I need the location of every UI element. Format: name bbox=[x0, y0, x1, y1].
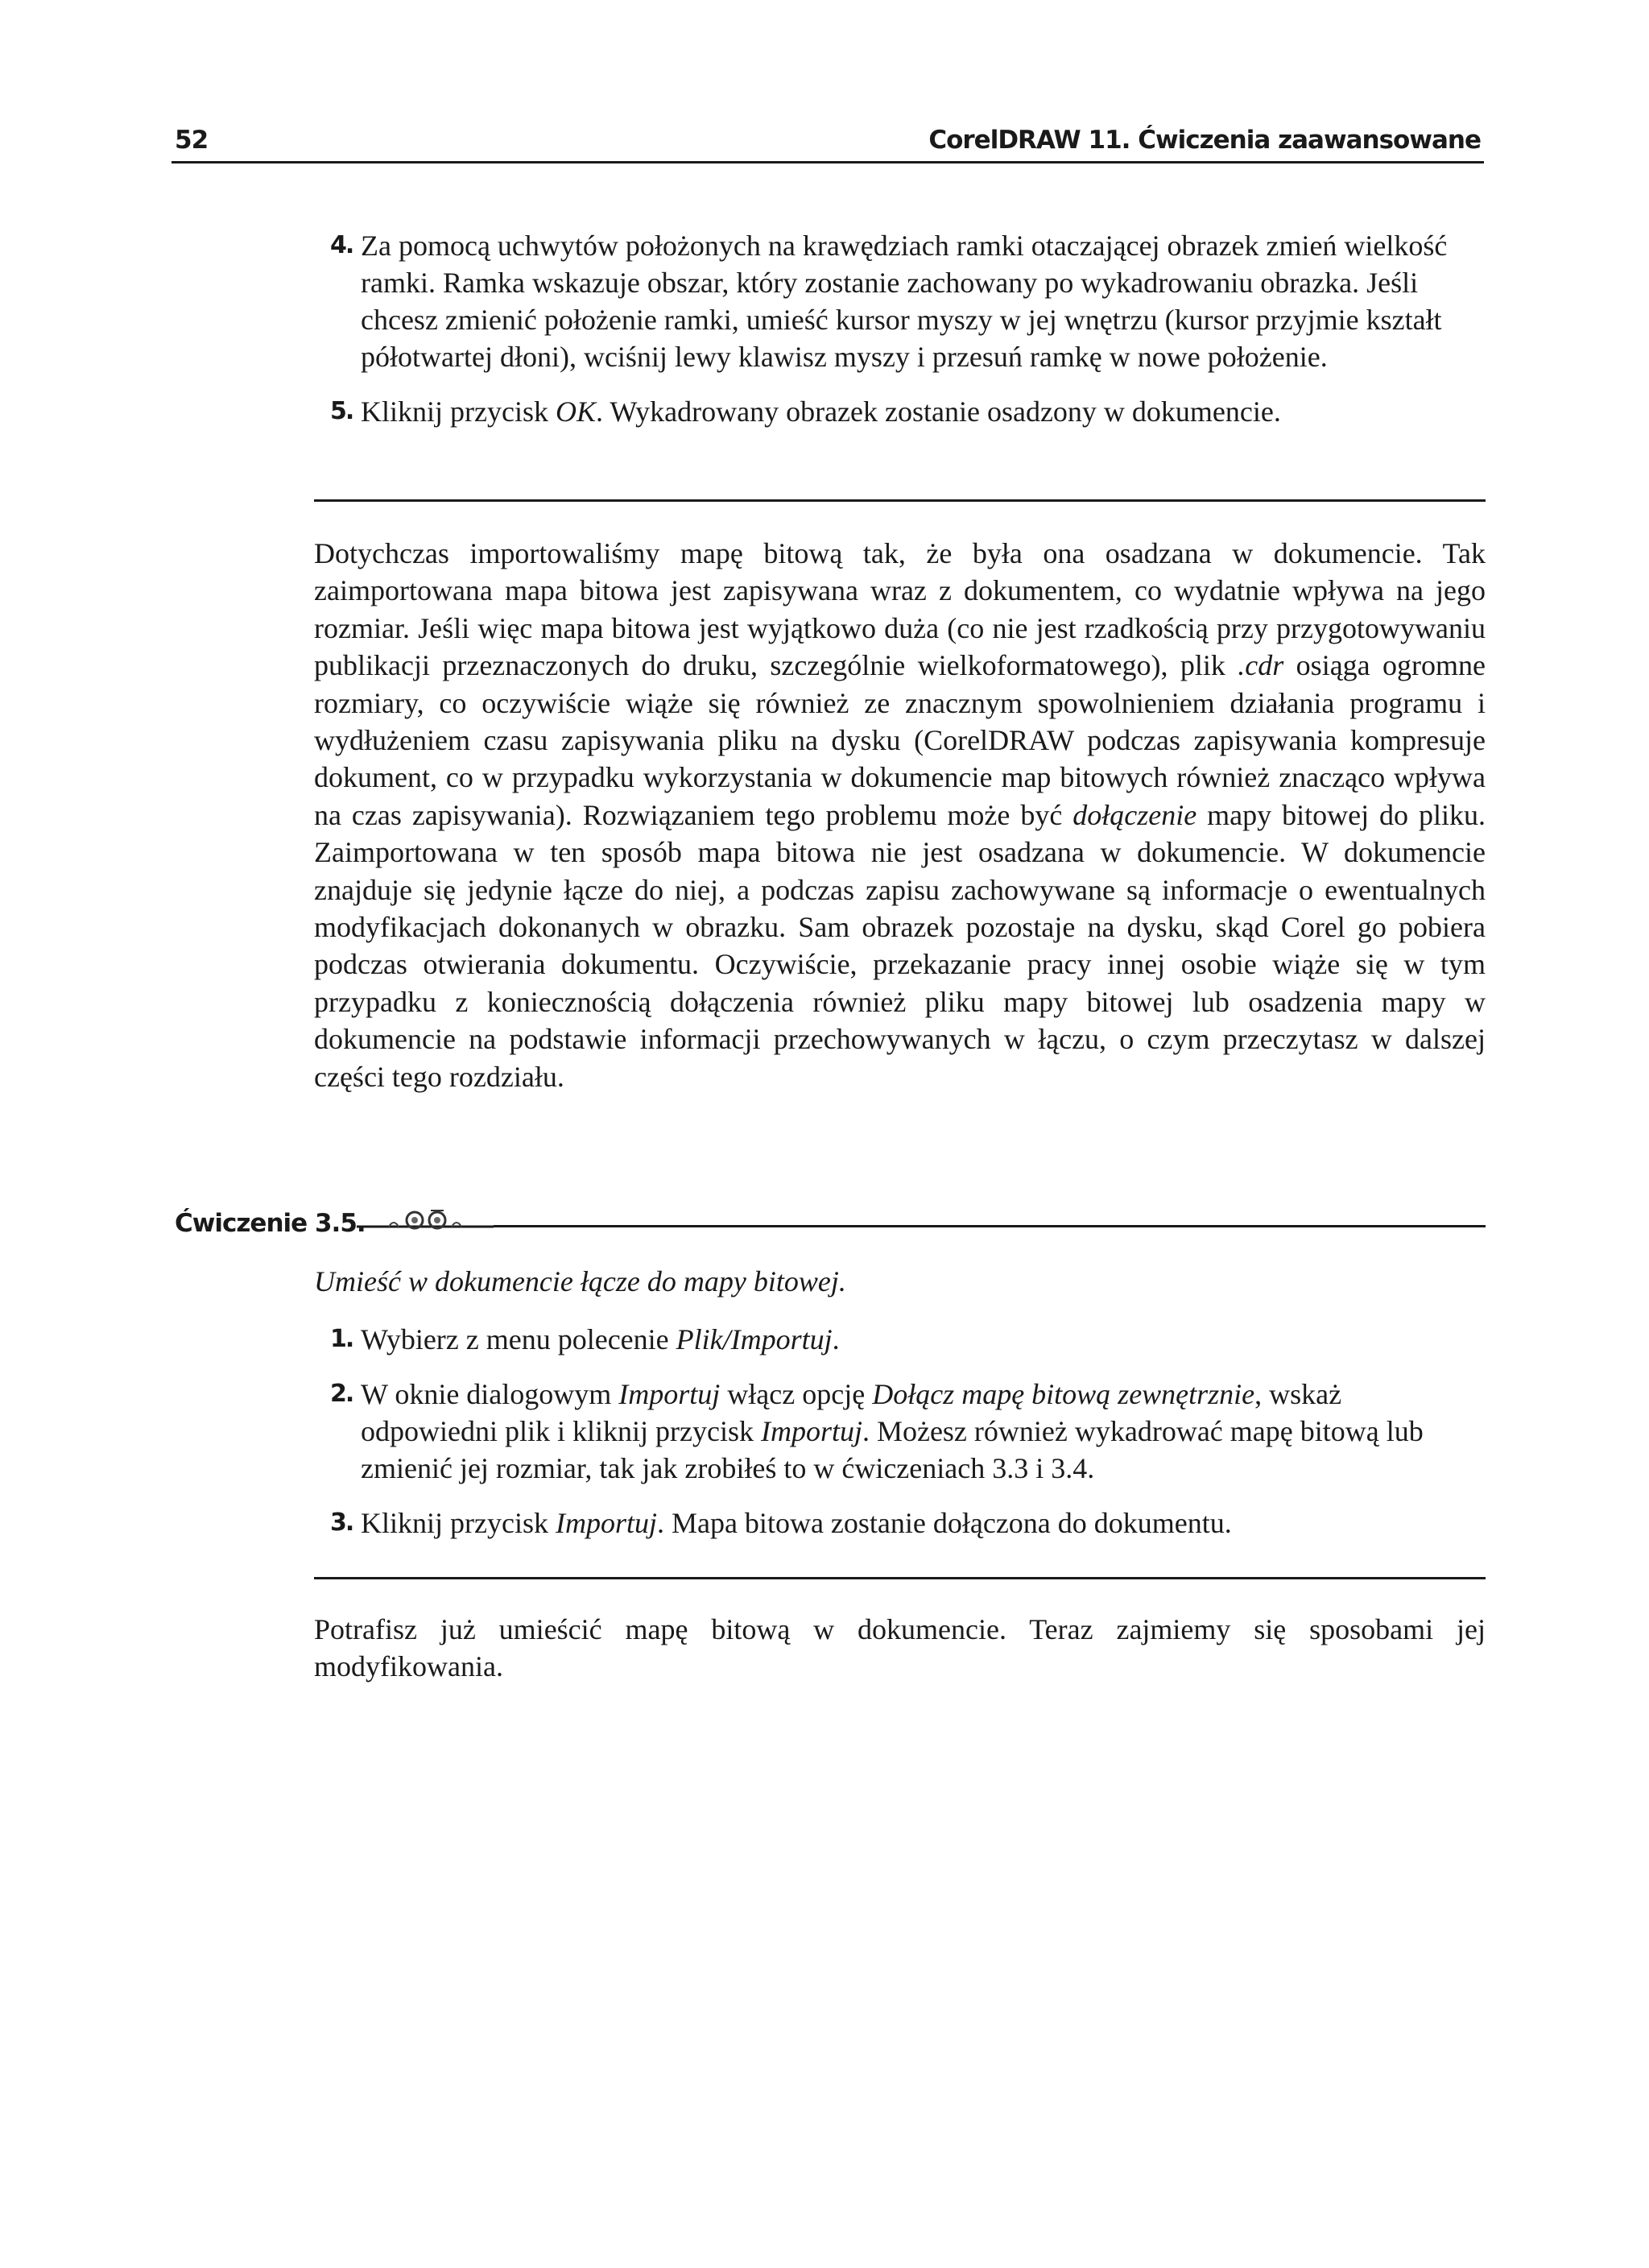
list-item bbox=[330, 227, 1486, 375]
list-item bbox=[330, 1376, 1486, 1487]
exercise-task: Umieść w dokumencie łącze do mapy bitowej. bbox=[314, 1265, 846, 1297]
step-text: . bbox=[832, 1323, 840, 1355]
step-emphasis: Importuj bbox=[618, 1378, 721, 1410]
step-number: 1. bbox=[330, 1325, 353, 1353]
body-paragraph bbox=[314, 535, 1486, 1095]
step-text: . Mapa bitowa zostanie dołączona do dokumentu. bbox=[656, 1507, 1232, 1539]
step-text: . Wykadrowany obrazek zostanie osadzony w dokumencie. bbox=[595, 395, 1281, 428]
paragraph-text: mapy bitowej do pliku. Zaimportowana w ten sposób mapa bitowa nie jest osadzana w dokumencie. W dokumencie znajduje się jedynie łącze do niej, a podczas zapisu zachowywane są informacje o ewentualnych modyfikacjach dokonanych w obrazku. Sam obrazek pozostaje na dysku, skąd Corel go pobiera podczas otwierania dokumentu. Oczywiście, przekazanie pracy innej osobie wiąże się w tym przypadku z koniecznością dołączenia również pliku mapy bitowej lub osadzenia mapy w dokumencie na podstawie informacji przechowywanych w łączu, o czym przeczytasz w dalszej części tego rozdziału. bbox=[314, 798, 1486, 1093]
paragraph-text: Dotychczas importowaliśmy mapę bitową tak, że była ona osadzana w dokumencie. Tak zaimportowana mapa bitowa jest zapisywana wraz z dokumentem, co wydatnie wpływa na jego rozmiar. Jeśli więc mapa bitowa jest wyjątkowo duża (co nie jest rzadkością przy przygotowywaniu publikacji przeznaczonych do druku, szczególnie wielkoformatowego), plik bbox=[314, 537, 1486, 682]
paragraph-emphasis: dołączenie bbox=[1072, 798, 1197, 831]
step-text: Za pomocą uchwytów położonych na krawędziach ramki otaczającej obrazek zmień wielkość ramki. Ramka wskazuje obszar, który zostanie zachowany po wykadrowaniu obrazka. Jeśli chcesz zmienić położenie ramki, umieść kursor myszy w jej wnętrzu (kursor przyjmie kształt półotwartej dłoni), wciśnij lewy klawisz myszy i przesuń ramkę w nowe położenie. bbox=[361, 230, 1448, 373]
step-emphasis: Importuj bbox=[555, 1507, 657, 1539]
step-text: . Możesz również wykadrować mapę bitową lub zmienić jej rozmiar, tak jak zrobiłeś to w ćwiczeniach 3.3 i 3.4. bbox=[361, 1415, 1424, 1484]
exercise-label: Ćwiczenie 3.5. bbox=[175, 1209, 366, 1238]
step-emphasis: Importuj bbox=[760, 1415, 862, 1447]
list-item bbox=[330, 1504, 1486, 1542]
list-item bbox=[330, 1321, 1486, 1358]
step-text: , wskaż odpowiedni plik i kliknij przycisk bbox=[361, 1378, 1342, 1447]
section-divider bbox=[314, 1577, 1486, 1579]
steps-list-b bbox=[330, 1321, 1486, 1559]
step-number: 4. bbox=[330, 231, 353, 259]
step-text: W oknie dialogowym bbox=[361, 1378, 619, 1410]
step-emphasis: Plik/Importuj bbox=[676, 1323, 833, 1355]
step-text: Wybierz z menu polecenie bbox=[361, 1323, 676, 1355]
section-divider bbox=[314, 499, 1486, 502]
step-number: 2. bbox=[330, 1380, 353, 1408]
steps-list-a bbox=[330, 227, 1486, 448]
exercise-rule bbox=[494, 1225, 1486, 1227]
step-number: 5. bbox=[330, 397, 353, 425]
running-title: CorelDRAW 11. Ćwiczenia zaawansowane bbox=[928, 126, 1481, 155]
page-number: 52 bbox=[175, 126, 209, 155]
list-item bbox=[330, 393, 1486, 430]
page-header bbox=[172, 121, 1484, 163]
step-emphasis: Dołącz mapę bitową zewnętrznie bbox=[872, 1378, 1255, 1410]
paragraph-text: osiąga ogromne rozmiary, co oczywiście wiąże się również ze znacznym spowolnieniem działania programu i wydłużeniem czasu zapisywania pliku na dysku (CorelDRAW podczas zapisywania kompresuje dokument, co w przypadku wykorzystania w dokumencie map bitowych również znacząco wpływa na czas zapisywania). Rozwiązaniem tego problemu może być bbox=[314, 649, 1486, 831]
step-text: Kliknij przycisk bbox=[361, 1507, 556, 1539]
exercise-heading bbox=[172, 1204, 1486, 1244]
paragraph-emphasis: .cdr bbox=[1238, 649, 1284, 682]
step-emphasis: OK bbox=[555, 395, 596, 428]
step-text: włącz opcję bbox=[720, 1378, 873, 1410]
ornament-icon bbox=[357, 1204, 494, 1236]
closing-paragraph: Potrafisz już umieścić mapę bitową w dokumencie. Teraz zajmiemy się sposobami jej modyfikowania. bbox=[314, 1613, 1486, 1683]
step-number: 3. bbox=[330, 1509, 353, 1537]
step-text: Kliknij przycisk bbox=[361, 395, 556, 428]
